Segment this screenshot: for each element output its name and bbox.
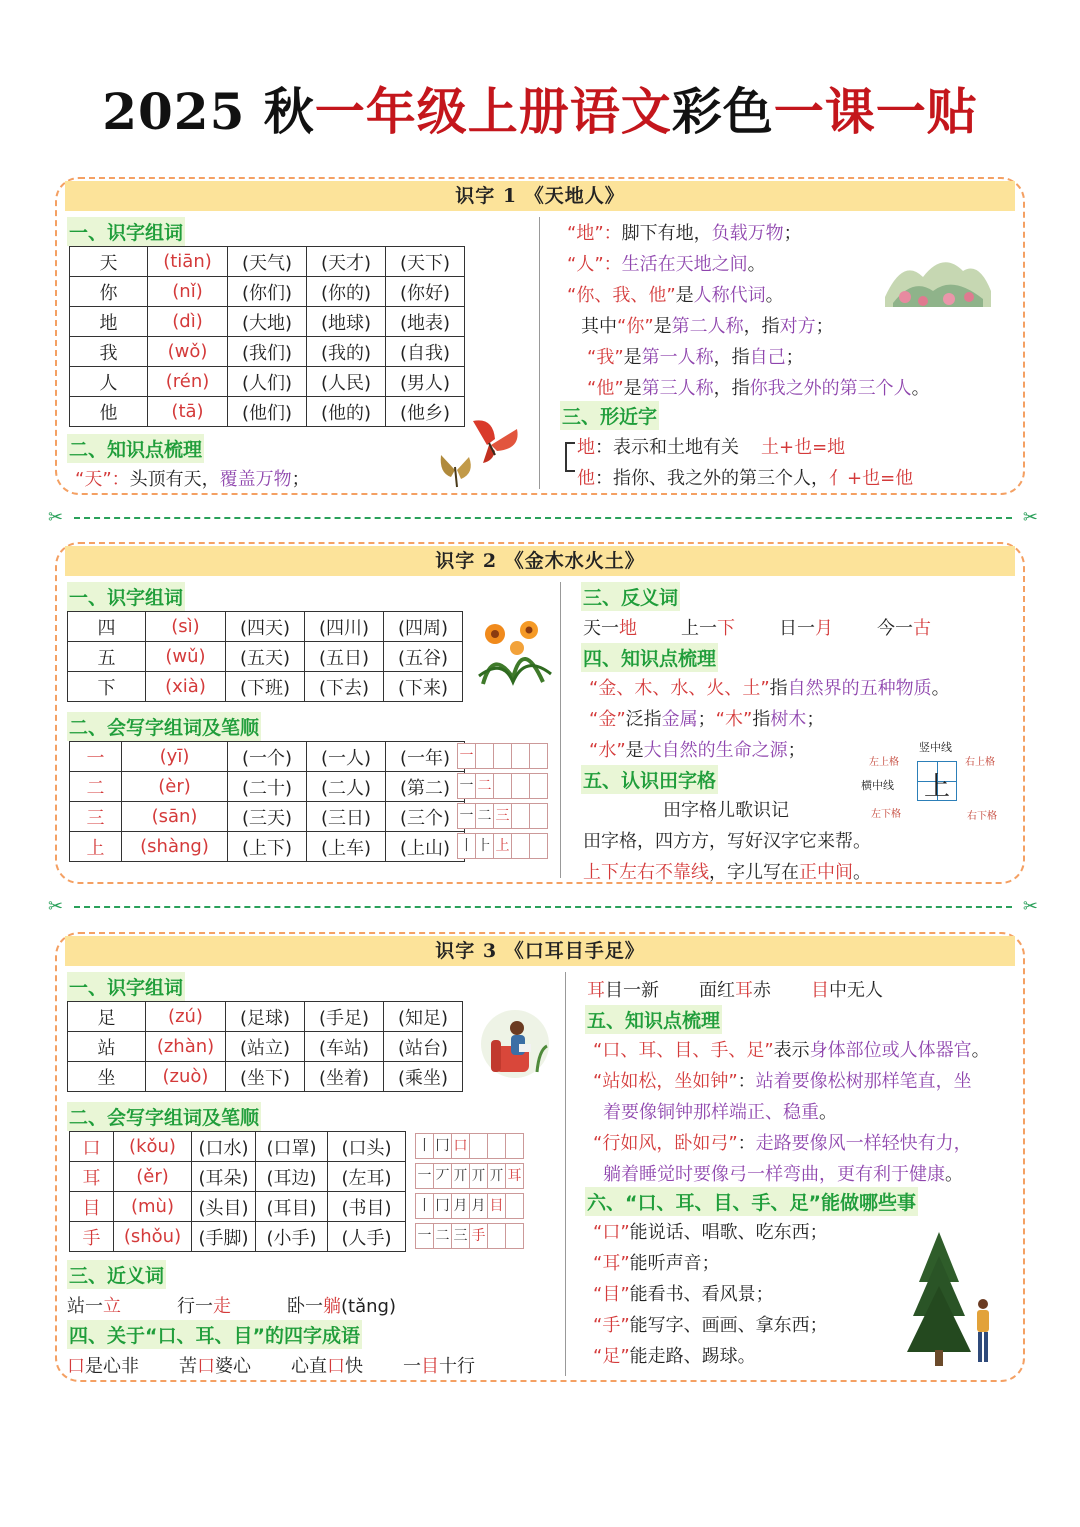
stroke-cell: 丌 [487,1163,506,1189]
word-cell: (上下) [228,832,307,862]
word-cell: (手脚) [192,1222,256,1252]
word-cell: (小手) [256,1222,328,1252]
pinyin-cell: (xià) [146,672,226,702]
word-cell: (天下) [386,247,465,277]
idiom-line: 口是心非 苦口婆心 心直口快 一目十行 [67,1356,475,1377]
song-line: 上下左右不靠线，字儿写在正中间。 [583,862,871,883]
character-cell: 上 [70,832,122,862]
word-cell: (书目) [328,1192,406,1222]
similar-char-line: 地：表示和土地有关 土+也=地 [577,437,846,458]
knowledge-line: “站如松，坐如钟”：站着要像松树那样笔直，坐 [593,1071,972,1092]
section-heading: 一、识字组词 [67,217,185,246]
stroke-cell: 二 [475,773,494,799]
word-cell: (口水) [192,1132,256,1162]
pinyin-cell: (zú) [146,1002,226,1032]
table-row [70,832,465,862]
stroke-cell [511,803,530,829]
knowledge-line: “你、我、他”是人称代词。 [567,285,784,306]
table-row [70,337,465,367]
song-line: 田字格，四方方，写好汉字它来帮。 [583,831,871,852]
title-lesson: 一课一贴 [773,82,978,141]
title-color: 彩色 [671,82,774,141]
stroke-order-row [457,803,547,829]
word-cell: (地球) [307,307,386,337]
word-cell: (四天) [226,612,305,642]
stroke-cell: 二 [433,1223,452,1249]
tianzige-diagram [861,739,1011,824]
section-heading: 一、识字组词 [67,972,185,1001]
lesson-card-2 [55,542,1025,884]
word-cell: (我们) [228,337,307,367]
stroke-cell [529,743,548,769]
title-subject: 一年级上册语文 [314,82,672,141]
stroke-cell: 丨 [457,833,476,859]
tianzige-box [917,761,957,801]
flower-illustration [473,618,555,686]
writing-table [69,741,465,862]
knowledge-line: “水”是大自然的生命之源； [589,740,806,761]
bracket [565,442,575,472]
word-cell: (足球) [226,1002,305,1032]
antonym-line: 天一地 上一下 日一月 今一古 [583,618,931,639]
stroke-cell [469,1133,488,1159]
ability-line: “口”能说话、唱歌、吃东西； [593,1222,828,1243]
word-cell: (人们) [228,367,307,397]
character-cell: 坐 [68,1062,146,1092]
reading-illustration [473,1006,559,1082]
pinyin-cell: (shǒu) [114,1222,192,1252]
stroke-cell: ⺊ [475,833,494,859]
word-cell: (自我) [386,337,465,367]
section-heading: 四、知识点梳理 [581,643,718,672]
stroke-cell: 冂 [433,1133,452,1159]
stroke-cell: 口 [451,1133,470,1159]
stroke-cell: 月 [451,1193,470,1219]
stroke-order-row [415,1223,523,1249]
word-cell: (地表) [386,307,465,337]
stroke-cell [493,743,512,769]
character-cell: 四 [68,612,146,642]
pinyin-cell: (zuò) [146,1062,226,1092]
pinyin-cell: (ěr) [114,1162,192,1192]
knowledge-line: “我”是第一人称，指自己； [587,347,804,368]
table-row [68,612,463,642]
word-cell: (上山) [386,832,465,862]
section-heading: 三、形近字 [560,401,659,430]
pinyin-cell: (yī) [122,742,228,772]
stroke-order-row [415,1193,523,1219]
word-cell: (坐着) [305,1062,384,1092]
word-cell: (我的) [307,337,386,367]
section-heading: 四、关于“口、耳、目”的四字成语 [67,1320,362,1349]
stroke-cell [511,833,530,859]
table-row [68,642,463,672]
lesson-3-title: 识字 3 《口耳目手足》 [65,936,1015,966]
stroke-cell: 丆 [433,1163,452,1189]
character-cell: 二 [70,772,122,802]
character-cell: 他 [70,397,148,427]
scissors-icon: ✂ [48,507,64,528]
stroke-cell: 丌 [451,1163,470,1189]
table-row [70,1132,406,1162]
ability-line: “耳”能听声音； [593,1253,720,1274]
similar-char-line: 他：指你、我之外的第三个人，亻+也=他 [577,468,914,489]
label-bottom-left: 左下格 [871,809,901,820]
table-row [70,1192,406,1222]
pinyin-cell: (èr) [122,772,228,802]
word-cell: (你好) [386,277,465,307]
pinyin-cell: (nǐ) [148,277,228,307]
word-cell: (人手) [328,1222,406,1252]
word-cell: (站立) [226,1032,305,1062]
word-cell: (下班) [226,672,305,702]
title-year: 2025 秋 [102,82,315,141]
stroke-cell [529,803,548,829]
word-cell: (耳朵) [192,1162,256,1192]
pinyin-cell: (kǒu) [114,1132,192,1162]
pinyin-cell: (shàng) [122,832,228,862]
word-cell: (二人) [307,772,386,802]
page-title [0,72,1080,144]
word-cell: (下来) [384,672,463,702]
lesson-card-3 [55,932,1025,1382]
table-row [70,277,465,307]
label-vertical-line: 竖中线 [919,741,952,754]
stroke-order-row [415,1163,523,1189]
character-cell: 五 [68,642,146,672]
word-cell: (一年) [386,742,465,772]
knowledge-line: 躺着睡觉时要像弓一样弯曲，更有利于健康。 [603,1164,963,1185]
knowledge-line: “他”是第三人称，指你我之外的第三个人。 [587,378,930,399]
stroke-cell: 丨 [415,1193,434,1219]
pinyin-cell: (zhàn) [146,1032,226,1062]
table-row [70,1222,406,1252]
butterfly-illustration [435,415,530,490]
table-row [70,742,465,772]
word-cell: (三天) [228,802,307,832]
section-heading: 一、识字组词 [67,582,185,611]
word-cell: (他乡) [386,397,465,427]
word-cell: (下去) [305,672,384,702]
knowledge-line: “口、耳、目、手、足”表示身体部位或人体器官。 [593,1040,990,1061]
label-horizontal-line: 横中线 [861,779,894,792]
cut-line [48,508,1038,528]
lesson-2-title: 识字 2 《金木水火土》 [65,546,1015,576]
stroke-cell: 手 [469,1223,488,1249]
word-cell: (乘坐) [384,1062,463,1092]
stroke-cell: 冂 [433,1193,452,1219]
word-cell: (第二) [386,772,465,802]
pinyin-cell: (tā) [148,397,228,427]
pinyin-cell: (sì) [146,612,226,642]
section-heading: 五、认识田字格 [581,765,718,794]
word-table [67,1001,463,1092]
label-top-left: 左上格 [869,757,899,768]
table-row [70,367,465,397]
stroke-cell [505,1133,524,1159]
stroke-cell: 一 [415,1163,434,1189]
stroke-cell [475,743,494,769]
table-row [70,397,465,427]
word-cell: (手足) [305,1002,384,1032]
word-cell: (口头) [328,1132,406,1162]
word-cell: (人民) [307,367,386,397]
table-row [70,307,465,337]
column-divider [560,582,561,878]
character-cell: 下 [68,672,146,702]
word-cell: (三个) [386,802,465,832]
stroke-cell [505,1223,524,1249]
word-cell: (站台) [384,1032,463,1062]
stroke-cell: 目 [487,1193,506,1219]
word-cell: (五谷) [384,642,463,672]
word-cell: (左耳) [328,1162,406,1192]
word-cell: (他们) [228,397,307,427]
stroke-cell: 月 [469,1193,488,1219]
stroke-order-row [457,743,547,769]
word-cell: (车站) [305,1032,384,1062]
knowledge-line: “地”：脚下有地，负载万物； [567,223,802,244]
table-row [70,802,465,832]
word-cell: (知足) [384,1002,463,1032]
word-cell: (你的) [307,277,386,307]
column-divider [539,217,540,489]
table-row [68,672,463,702]
stroke-cell [529,833,548,859]
word-cell: (天气) [228,247,307,277]
knowledge-line: “天”：头顶有天，覆盖万物； [75,469,310,490]
stroke-cell: 耳 [505,1163,524,1189]
section-heading: 二、知识点梳理 [67,434,204,463]
knowledge-line: “人”：生活在天地之间。 [567,254,766,275]
section-heading: 六、“口、耳、目、手、足”能做哪些事 [585,1187,918,1216]
cut-line-dash [74,517,1012,519]
character-cell: 三 [70,802,122,832]
stroke-cell: 丨 [415,1133,434,1159]
section-heading: 五、知识点梳理 [585,1005,722,1034]
character-cell: 你 [70,277,148,307]
word-cell: (天才) [307,247,386,277]
stroke-order-row [457,773,547,799]
table-row [70,247,465,277]
tree-illustration [899,1232,999,1368]
word-cell: (上车) [307,832,386,862]
lesson-1-title: 识字 1 《天地人》 [65,181,1015,211]
label-top-right: 右上格 [965,757,995,768]
scissors-icon: ✂ [1022,507,1038,528]
label-bottom-right: 右下格 [967,811,997,822]
ability-line: “目”能看书、看风景； [593,1284,774,1305]
pinyin-cell: (rén) [148,367,228,397]
scissors-icon: ✂ [1022,896,1038,917]
table-row [68,1062,463,1092]
character-cell: 我 [70,337,148,367]
knowledge-line: “金、木、水、火、土”指自然界的五种物质。 [589,678,950,699]
writing-table [69,1131,406,1252]
pinyin-cell: (wǒ) [148,337,228,367]
pinyin-cell: (wǔ) [146,642,226,672]
character-cell: 地 [70,307,148,337]
character-cell: 目 [70,1192,114,1222]
knowledge-line: 其中“你”是第二人称，指对方； [581,316,834,337]
knowledge-line: 着要像铜钟那样端正、稳重。 [603,1102,837,1123]
character-cell: 人 [70,367,148,397]
stroke-cell [529,773,548,799]
word-cell: (一人) [307,742,386,772]
section-heading: 三、近义词 [67,1260,166,1289]
mountain-illustration [883,247,993,309]
character-cell: 站 [68,1032,146,1062]
stroke-cell: 上 [493,833,512,859]
cut-line [48,897,1038,917]
section-heading: 二、会写字组词及笔顺 [67,712,261,741]
stroke-cell [487,1223,506,1249]
word-cell: (耳目) [256,1192,328,1222]
lesson-card-1 [55,177,1025,495]
table-row [70,772,465,802]
character-cell: 足 [68,1002,146,1032]
stroke-cell: 三 [451,1223,470,1249]
ability-line: “手”能写字、画画、拿东西； [593,1315,828,1336]
character-cell: 耳 [70,1162,114,1192]
word-cell: (头目) [192,1192,256,1222]
pinyin-cell: (tiān) [148,247,228,277]
word-cell: (坐下) [226,1062,305,1092]
stroke-cell: 三 [493,803,512,829]
stroke-cell [511,773,530,799]
stroke-order-row [457,833,547,859]
word-table [67,611,463,702]
word-cell: (二十) [228,772,307,802]
pinyin-cell: (mù) [114,1192,192,1222]
word-cell: (他的) [307,397,386,427]
pinyin-cell: (dì) [148,307,228,337]
stroke-cell [487,1133,506,1159]
word-cell: (一个) [228,742,307,772]
stroke-cell: 一 [457,803,476,829]
stroke-cell [505,1193,524,1219]
section-heading: 二、会写字组词及笔顺 [67,1102,261,1131]
scissors-icon: ✂ [48,896,64,917]
table-row [68,1032,463,1062]
word-cell: (男人) [386,367,465,397]
section-heading: 三、反义词 [581,582,680,611]
character-cell: 口 [70,1132,114,1162]
character-cell: 手 [70,1222,114,1252]
synonym-line: 站一立 行一走 卧一躺(tǎng) [67,1296,396,1317]
stroke-cell [493,773,512,799]
character-cell: 天 [70,247,148,277]
ability-line: “足”能走路、踢球。 [593,1346,756,1367]
cut-line-dash [74,906,1012,908]
stroke-cell: 一 [415,1223,434,1249]
stroke-cell [511,743,530,769]
word-cell: (四周) [384,612,463,642]
character-cell: 一 [70,742,122,772]
song-title: 田字格儿歌识记 [663,800,789,821]
stroke-cell: 一 [457,773,476,799]
stroke-cell: 丌 [469,1163,488,1189]
word-cell: (耳边) [256,1162,328,1192]
word-cell: (口罩) [256,1132,328,1162]
tianzige-character: 上 [923,772,950,802]
table-row [70,1162,406,1192]
word-cell: (四川) [305,612,384,642]
table-row [68,1002,463,1032]
word-cell: (你们) [228,277,307,307]
word-cell: (五天) [226,642,305,672]
stroke-cell: 一 [457,743,476,769]
knowledge-line: “金”泛指金属；“木”指树木； [589,709,825,730]
word-table [69,246,465,427]
word-cell: (三日) [307,802,386,832]
idiom-line: 耳目一新 面红耳赤 目中无人 [587,980,883,1001]
stroke-order-row [415,1133,523,1159]
pinyin-cell: (sān) [122,802,228,832]
stroke-cell: 二 [475,803,494,829]
column-divider [565,972,566,1376]
knowledge-line: “行如风，卧如弓”：走路要像风一样轻快有力， [593,1133,972,1154]
word-cell: (五日) [305,642,384,672]
word-cell: (大地) [228,307,307,337]
